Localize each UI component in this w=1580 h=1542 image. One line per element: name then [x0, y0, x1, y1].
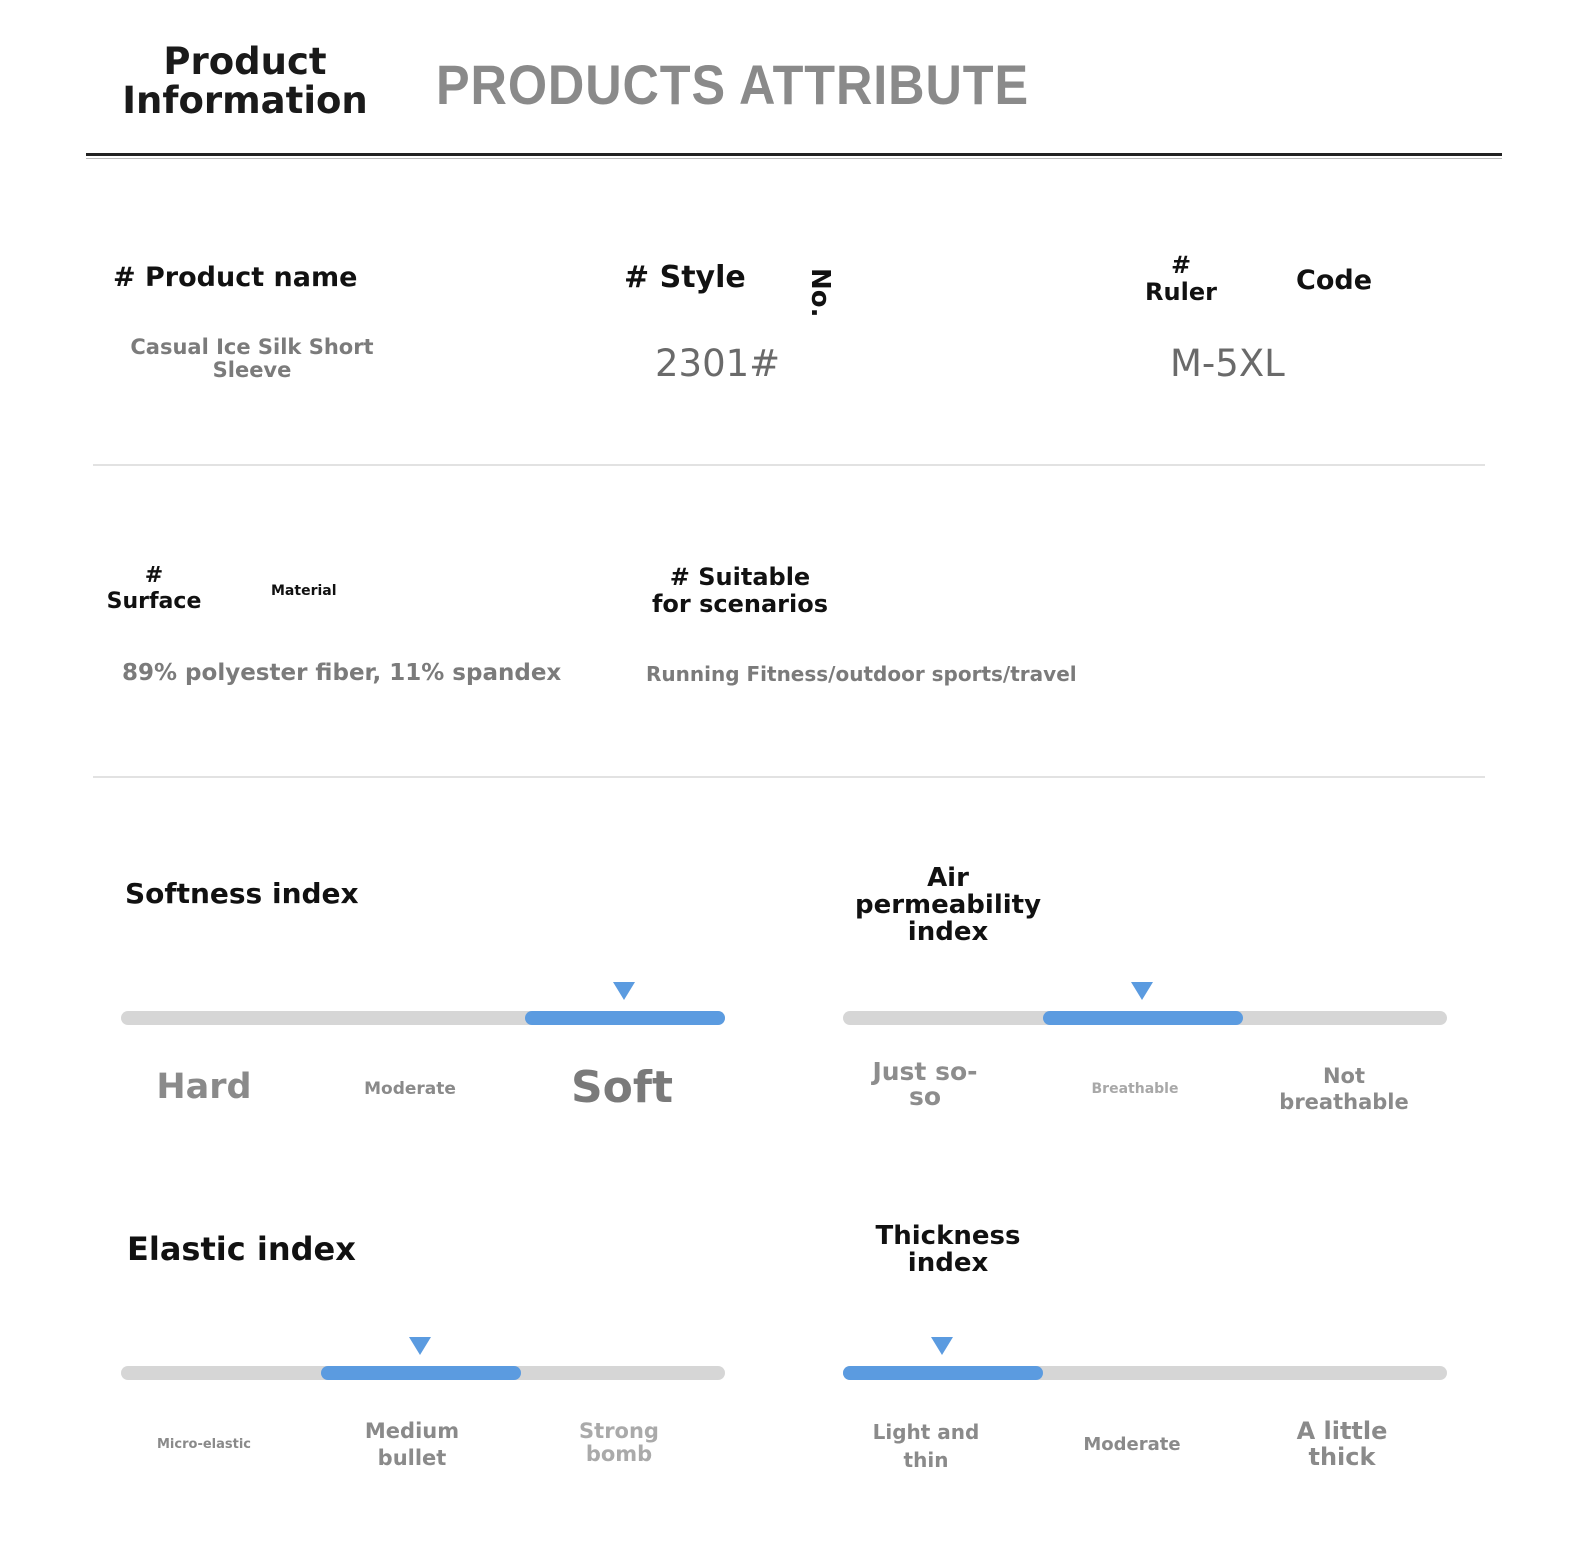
section-divider-1: [93, 464, 1485, 466]
softness-option-soft: Soft: [570, 1062, 674, 1113]
style-no-label: No.: [805, 268, 835, 318]
code-label: Code: [1296, 265, 1373, 296]
air-track: [843, 1011, 1447, 1025]
air-option-not-breathable: Not breathable: [1279, 1064, 1409, 1114]
header-divider: [86, 153, 1502, 156]
surface-label: [106, 563, 202, 615]
air-option-breathable: Breathable: [1091, 1081, 1179, 1097]
product-name-value: Casual Ice Silk Short Sleeve: [130, 335, 374, 382]
surface-text: Surface: [106, 589, 202, 614]
softness-title: Softness index: [125, 877, 359, 910]
thickness-track: [843, 1366, 1447, 1380]
material-label: Material: [271, 583, 337, 599]
scenarios-label: # Suitable for scenarios: [651, 563, 829, 618]
surface-hash: #: [144, 563, 164, 588]
thickness-fill: [843, 1366, 1043, 1380]
thickness-option-light-and-thin: Light and thin: [872, 1420, 980, 1472]
section-divider-2: [93, 776, 1485, 778]
header-divider-thin: [86, 158, 1502, 159]
size-value: M-5XL: [1170, 342, 1285, 385]
elastic-title: Elastic index: [127, 1230, 356, 1268]
air-fill: [1043, 1011, 1243, 1025]
product-name-label: # Product name: [113, 262, 358, 293]
elastic-option-medium-bullet: Medium bullet: [364, 1419, 460, 1470]
air-title: Air permeability index: [854, 863, 1042, 947]
softness-fill: [525, 1011, 725, 1025]
ruler-text: Ruler: [1145, 278, 1217, 306]
material-value: 89% polyester fiber, 11% spandex: [122, 660, 562, 686]
thickness-title: Thickness index: [875, 1221, 1021, 1278]
air-option-just-so-so: Just so-so: [872, 1057, 978, 1111]
section-banner: PRODUCTS ATTRIBUTE: [436, 53, 1029, 116]
ruler-hash: #: [1170, 251, 1192, 279]
elastic-option-micro-elastic: Micro-elastic: [157, 1437, 251, 1452]
softness-option-hard: Hard: [156, 1067, 252, 1107]
softness-option-moderate: Moderate: [364, 1079, 456, 1099]
thickness-option-moderate: Moderate: [1083, 1434, 1181, 1455]
elastic-option-strong-bomb: Strong bomb: [579, 1419, 659, 1466]
page-title: Product Information: [122, 40, 368, 122]
thickness-option-a-little-thick: A little thick: [1296, 1417, 1388, 1471]
ruler-label: [1145, 252, 1217, 306]
elastic-fill: [321, 1366, 521, 1380]
scenarios-value: Running Fitness/outdoor sports/travel: [646, 662, 1077, 686]
style-label: # Style: [624, 260, 746, 295]
softness-track: [121, 1011, 725, 1025]
softness-marker-icon: [613, 982, 635, 1000]
air-marker-icon: [1131, 982, 1153, 1000]
thickness-marker-icon: [931, 1337, 953, 1355]
elastic-marker-icon: [409, 1337, 431, 1355]
elastic-track: [121, 1366, 725, 1380]
style-value: 2301#: [655, 342, 781, 385]
